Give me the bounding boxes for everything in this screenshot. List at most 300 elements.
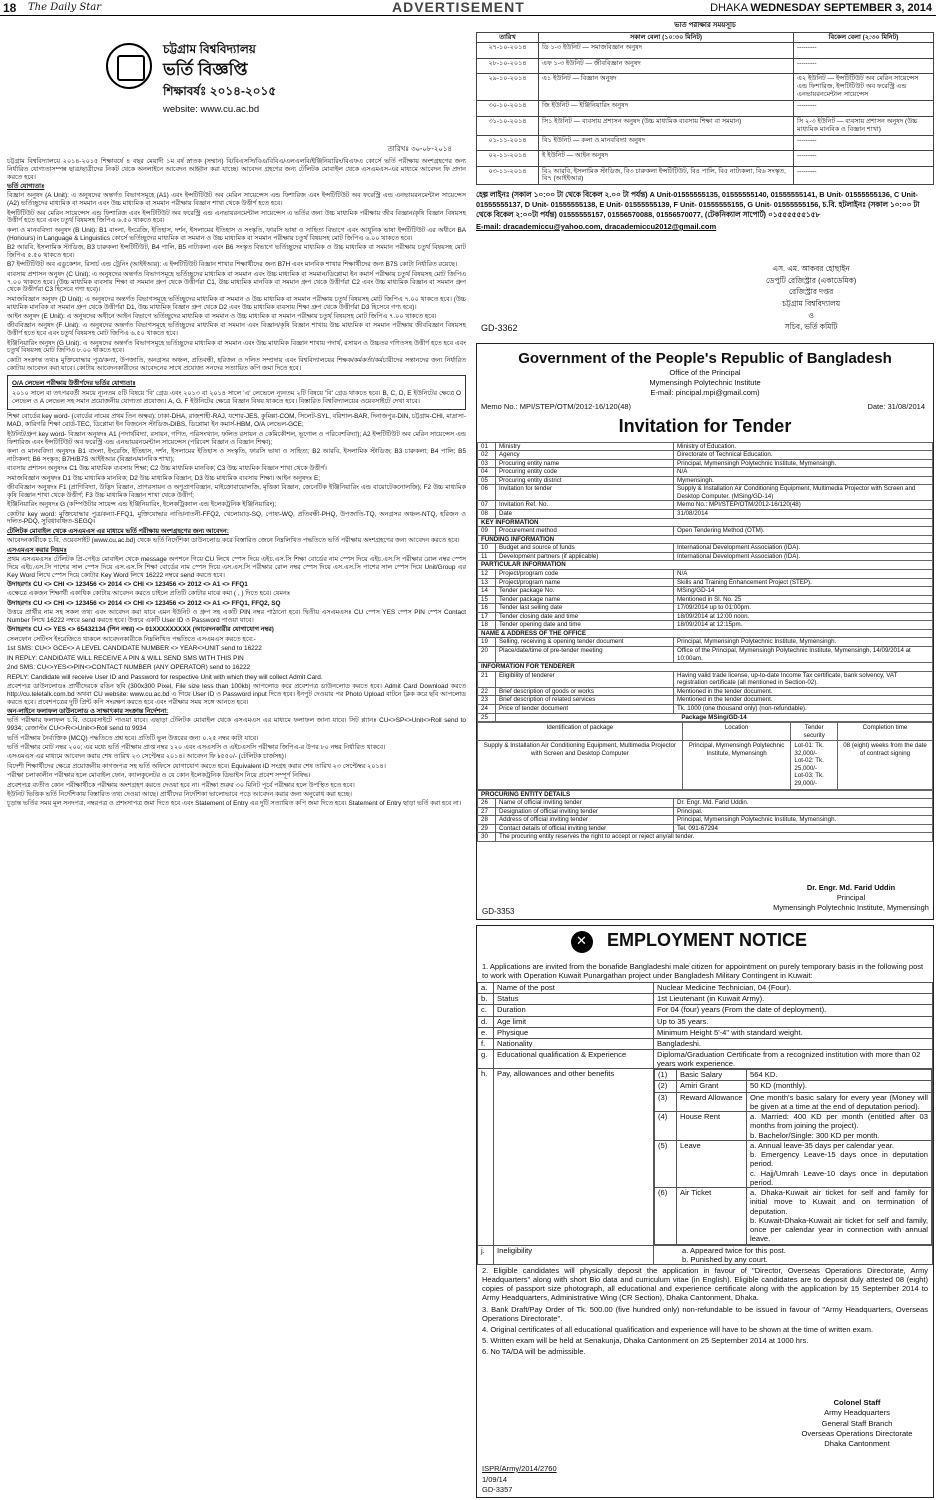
employment-row [478,1027,933,1038]
row-number: 12 [478,569,496,578]
schedule-row [477,166,934,185]
row-number: 02 [478,451,496,460]
eligibility-paragraph: আইন অনুষদ (E Unit): এ অনুষদের অধীনে আইন বিভাগে ভর্তিচ্ছুদের মাধ্যমিক বা সমমান ও উচ্চ মাধ্যমিক বা সমমান পরীক্ষায় চতুর্থ বিষয়সহ মোট জিপিএ ৭.০০ থাকতে হবে। [7,312,437,320]
row-value: Skills and Training Enhancement Project (STEP). [674,578,933,587]
row-label: Address of official inviting tender [496,816,674,825]
row-label: Ineligibility [494,1245,654,1265]
row-label: Price of tender document [496,704,674,713]
row-letter: d. [478,1016,494,1027]
tender-row [478,468,933,477]
eligibility-paragraph: কলা ও মানববিদ্যা অনুষদ (B Unit): B1 বাংলা, ইংরেজি, ইতিহাস, দর্শন, ইসলামের ইতিহাস ও সংস্কৃতি, ফারসি ভাষা ও সাহিত্য বিভাগে এবং আধুনিক ভাষা ইন্সটিটিউট এর অধীনে BA (Honours) in Language & Linguistics কোর্সে ভর্তিচ্ছুদের মাধ্যমিক বা সমমান ও উচ্চ মাধ্যমিক বা সমমান পরীক্ষায় চতুর্থ বিষয়সহ মোট জিপিএ ৬.০০ থাকতে হবে। [7,226,466,242]
row-number: 14 [478,587,496,596]
section-heading: PARTICULAR INFORMATION [478,561,933,570]
row-value: Open Tendering Method (OTM). [674,527,933,536]
row-label: Invitation Ref. No. [496,501,674,510]
note-item: চূড়ান্ত ভর্তির সময় মূল সনদপত্র, নম্বরপত্র ও প্রশংসাপত্র জমা দিতে হবে এবং Statement of Entry এর দুটি সত্যায়িত কপি জমা দিতে হবে। Statement of Entry ছাড়া ভর্তি করা হবে না। [7,800,462,808]
row-value: Mymensingh. [674,476,933,485]
row-label: Package MSing/GD-14 [496,713,933,722]
office-line: E-mail: pincipal.mpi@gmail.com) [650,387,760,397]
pay-number: (2) [655,1081,677,1092]
schedule-cell: সি ২-৩ ইউনিট — ব্যবসায় প্রশাসন অনুষদ (উচ্চ মাধ্যমিক মানবিক ও বিজ্ঞান শাখা) [794,116,934,135]
row-value: For 04 (four) years (From the date of deployment). [654,1005,933,1016]
row-value: 17/09/2014 up to 01:00pm. [674,604,933,613]
row-letter: g. [478,1049,494,1069]
employment-row [478,1038,933,1049]
pay-number: (6) [655,1188,677,1245]
tender-table [477,442,933,723]
sms-title: এসএমএস করার নিয়মঃ [7,546,67,554]
row-value: International Development Association (IDA). [674,552,933,561]
sms-2: 2nd SMS: CU<>YES<>PIN<>CONTACT NUMBER (ANY OPERATOR) send to 16222 [7,664,251,672]
row-value: Principal, Mymensingh Polytechnic Institute, Mymensingh. [674,816,933,825]
pay-number: (5) [655,1140,677,1187]
schedule-row [477,151,934,167]
pay-item [655,1092,932,1112]
schedule-row [477,74,934,101]
signature-block [766,263,856,333]
tender-row [478,595,933,604]
schedule-row [477,116,934,135]
schedule-caption: ভর্তি পরীক্ষার সময়সূচি [674,22,736,29]
memo-line [481,402,929,414]
row-value: Mentioned in Sl. No. 25 [674,595,933,604]
note-item: পরীক্ষা চলাকালীন পরীক্ষার হলে মোবাইল ফোন, ক্যালকুলেটর ও যে কোন ইলেকট্রনিক ডিভাইস নিয়ে প্রবেশ সম্পূর্ণ নিষিদ্ধ। [7,772,311,780]
schedule-cell: ০৩-১১-২০১৪ [477,166,539,185]
row-letter: h. [478,1069,494,1245]
pay-value: a. Dhaka-Kuwait air ticket for self and family for initial move to Kuwait and on termination of deputation. b. Kuwait-Dhaka-Kuwait air ticket for self and family, once per calendar year in connection with annual leave. [747,1188,932,1245]
schedule-header: বিকেল বেলা (২:৩০ মিনিট) [794,32,934,43]
row-label: Procurement method [496,527,674,536]
eligibility-paragraph: B7 ইন্সটিটিউট অব এডুকেশন, রিসার্চ এন্ড ট্রেনিং (আইইআর): এ ইন্সটিটিউট বিজ্ঞান শাখার শিক্ষার্থীদের জন্য B7H এবং মানবিক শাখার শিক্ষার্থীদের জন্য B7S কোটা নির্ধারিত রয়েছে। [7,261,458,269]
row-label: Designation of official inviting tender [496,807,674,816]
tender-row [478,527,933,536]
row-value: MSing/GD-14 [674,587,933,596]
result-title: অন-লাইনে ফলাফল ডাউনলোড ও সাক্ষাৎকার সংক্রান্ত নির্দেশনা: [7,707,169,715]
row-letter: j. [478,1245,494,1265]
tender-row [478,790,933,799]
row-number: 15 [478,595,496,604]
row-label: Contact details of official inviting tender [496,824,674,833]
university-name: চট্টগ্রাম বিশ্ববিদ্যালয় [163,42,256,56]
keyword-paragraph: কলা ও মানববিদ্যা অনুষদঃ B1 বাংলা, ইংরেজি, ইতিহাস, দর্শন, ইসলামের ইতিহাস ও সংস্কৃতি, ফারসি ভাষা ও সাহিত্য; B2 আরবি, ইসলামিক স্টাডিজ; B3 চারুকলা; B4 পালি; B5 নাট্যকলা; B6 সংস্কৃত; B7H/B7S আইইআর (বিজ্ঞান/মানবিক শাখা); [7,447,466,463]
row-label: Tender package No. [496,587,674,596]
keyword-paragraph: সমাজবিজ্ঞান অনুষদঃ D1 উচ্চ মাধ্যমিক মানবিক; D2 উচ্চ মাধ্যমিক বিজ্ঞান; D3 উচ্চ মাধ্যমিক ব্যবসায় শিক্ষা। আইন অনুষদঃ E; [7,474,321,482]
row-value: Having valid trade license, up-to-date Income Tax certificate, bank solvency, VAT registration certificate (all mentioned in Section-02). [674,671,933,687]
eligibility-paragraph: জীববিজ্ঞান অনুষদ (F Unit): এ অনুষদের অন্তর্গত বিভাগসমূহে ভর্তিচ্ছুদের মাধ্যমিক বা সমমান এবং বিজ্ঞান/কৃষি বিজ্ঞান শাখায় উচ্চ মাধ্যমিক বা সমমান পরীক্ষায় জীববিজ্ঞান বিষয়সহ উত্তীর্ণ হতে হবে এবং চতুর্থ বিষয়সহ মোট জিপিএ ৬.৫০ থাকতে হবে। [7,322,466,338]
tender-row [478,612,933,621]
tender-row [478,476,933,485]
office-line: Office of the Principal [669,368,741,378]
sms-text: প্রথম এসএমএসঃ টেলিটক প্রি-পেইড মোবাইল থেকে message অপশনে গিয়ে CU লিখে স্পেস দিয়ে এইচ.এস.সি শিক্ষা বোর্ডের নাম স্পেস দিয়ে এইচ.এস.সি পরীক্ষার রোল নম্বর স্পেস দিয়ে এইচ.এস.সি পাশের সাল স্পেস দিয়ে এস.এস.সি শিক্ষা বোর্ডের নাম স্পেস দিয়ে এস.এস.সি পরীক্ষার রোল নম্বর স্পেস দিয়ে এস.এস.সি পাশের সাল স্পেস দিয়ে Unit/Group এর Key Word লিখে স্পেস দিয়ে কোটার Key Word লিখে 16222 নম্বরে send করতে হবে। [7,556,466,579]
ad-code: GD-3353 [482,907,515,916]
row-value: Mentioned in the tender document. [674,687,933,696]
row-value: Tel. 091-67294 [674,824,933,833]
row-label: Budget and source of funds [496,544,674,553]
note-item: বিদেশী শিক্ষার্থীদের ক্ষেত্রে প্রয়োজনীয় কাগজপত্র সহ ভর্তি অফিসে যোগাযোগ করতে হবে। Equivalent ID সংগ্রহ করার শেষ তারিখ ২৩ সেপ্টেম্বর ২০১৪। [7,762,386,770]
issue-date: DHAKA WEDNESDAY SEPTEMBER 3, 2014 [710,2,932,14]
row-number: 05 [478,476,496,485]
row-value: Directorate of Technical Education. [674,451,933,460]
tender-row [478,816,933,825]
schedule-cell: ২৯-১০-২০১৪ [477,74,539,101]
keyword-paragraph: ব্যবসায় প্রশাসন অনুষদঃ C1 উচ্চ মাধ্যমিক ব্যবসায় শিক্ষা; C2 উচ্চ মাধ্যমিক মানবিক; C3 উচ্চ মাধ্যমিক বিজ্ঞান শাখা থেকে উত্তীর্ণ। [7,465,327,473]
row-label: Brief description of related services [496,696,674,705]
package-header: Location [682,723,791,741]
row-label: Eligibility of tenderer [496,671,674,687]
row-value: Principal. [674,807,933,816]
row-number: 30 [478,833,496,842]
package-cell: Lot-01: Tk. 32,000/- Lot-02: Tk. 25,000/- Lot-03: Tk. 29,000/- [791,741,838,789]
memo-no: Memo No.: MPI/STEP/OTM/2012-16/120(48) [481,401,632,411]
tender-row [478,544,933,553]
schedule-row [477,58,934,74]
row-value: 31/08/2014 [674,510,933,519]
row-value: Nuclear Medicine Technician, 04 (Four). [654,983,933,994]
row-label: Agency [496,451,674,460]
apply-text: আবেদনকারীকে চ.বি. ওয়েবসাইট (www.cu.ac.bd) থেকে ভর্তি নির্দেশিকা ডাউনলোড করে বিস্তারিত জেনে নিম্নলিখিত পদ্ধতিতে ভর্তি পরীক্ষায় অংশগ্রহণের জন্য আবেদন করতে হবে। [7,537,460,545]
tender-notice [476,343,934,920]
row-number: 28 [478,816,496,825]
row-number: 09 [478,527,496,536]
row-value: Diploma/Graduation Certificate from a recognized institution with more than 02 years work experience. [654,1049,933,1069]
schedule-row [477,135,934,151]
schedule-cell: বি১ ইউনিট — কলা ও মানববিদ্যা অনুষদ [539,135,794,151]
row-number: 19 [478,638,496,647]
pay-value: One month's basic salary for every year (Money will be given at a time at the end of deputation period). [747,1092,932,1112]
signature-line: এস. এম. আকবর হোছাইন [772,264,850,273]
row-label: Invitation for tender [496,485,674,501]
signature-line: ও [808,310,814,320]
keyword-paragraph: কোটার key word: মুক্তিযোদ্ধার পুত্র/কন্যা-FFQ1, মুক্তিযোদ্ধার নাতি/নাতনী-FFQ2, খেলোয়াড়-SQ, পোষ্য-WQ, প্রতিবন্ধী-PHQ, উপজাতি-TQ, অনগ্রসর অঞ্চল-NTQ, হরিজন ও দলিত-PDQ, সুবিধাবঞ্চিত-SEGQ। [7,510,466,526]
keyword-paragraph: ইউনিট/গ্রুপ key word- বিজ্ঞান অনুষদঃ A1 (পদার্থবিদ্যা, রসায়ন, গণিত, পরিসংখ্যান, ফলিত রসায়ন ও কেমিকৌশল, ভূগোল ও পরিবেশবিদ্যা); A2 ইন্সটিটিউট অব মেরিন সায়েন্সেস এন্ড ফিশারিজ এবং ইন্সটিটিউট অব ফরেস্ট্রি এন্ড এনভায়রনমেন্টাল সায়েন্সেস (পরিবেশ বিজ্ঞান ও বিজ্ঞান শিক্ষা); [7,430,466,446]
signature-line: General Staff Branch [821,1418,893,1428]
pay-label: Basic Salary [677,1070,747,1081]
tender-row [478,569,933,578]
row-label: Nationality [494,1038,654,1049]
keyword-paragraph: শিক্ষা বোর্ডের key word- (বোর্ডের নামের প্রথম তিন অক্ষর): ঢাকা-DHA, রাজশাহী-RAJ, যশোর-JES, কুমিল্লা-COM, সিলেট-SYL, বরিশাল-BAR, দিনাজপুর-DIN, চট্টগ্রাম-CHI, মাদ্রাসা-MAD, কারিগরি শিক্ষা বোর্ড-TEC, ডিপ্লোমা ইন বিজনেস স্টাডিজ-DIBS, ডিপ্লোমা ইন কমার্স-HBM, O/A লেভেল-GCE; [7,413,466,429]
tender-title: Invitation for Tender [618,415,792,436]
apply-title: টেলিটক মোবাইল থেকে এসএমএস এর মাধ্যমে ভর্তি পরীক্ষায় অংশগ্রহণের জন্য আবেদন: [7,527,229,535]
row-label: Place/date/time of pre-tender meeting [496,647,674,663]
package-header: Tender security [791,723,838,741]
schedule-cell: এ১ ইউনিট — বিজ্ঞান অনুষদ [539,74,794,101]
row-number: 13 [478,578,496,587]
employment-row [478,994,933,1005]
tender-row [478,638,933,647]
row-label: Date [496,510,674,519]
employment-note: 4. Original certificates of all educational qualification and experience will have to be shown at the time of written exam. [482,1324,874,1334]
tender-row [478,459,933,468]
row-letter: b. [478,994,494,1005]
pay-label: Amiri Grant [677,1081,747,1092]
signature-line: Overseas Operations Directorate [801,1428,913,1438]
row-label: Physique [494,1027,654,1038]
pay-item [655,1081,932,1092]
row-label: Procuring entity name [496,459,674,468]
signature-line: Army Headquarters [824,1408,890,1418]
row-number: 11 [478,552,496,561]
schedule-row [477,101,934,117]
tender-row [478,501,933,510]
employment-table [477,982,933,1265]
pay-number: (4) [655,1112,677,1141]
pay-value: 564 KD. [747,1070,932,1081]
tender-row [478,824,933,833]
row-number: 16 [478,604,496,613]
row-label: Project/program code [496,569,674,578]
pay-cell [654,1069,933,1245]
keyword-paragraph: জীববিজ্ঞান অনুষদঃ F1 (প্রাণিবিদ্যা, উদ্ভিদ বিজ্ঞান, প্রাণরসায়ন ও অণুপ্রাণবিজ্ঞান, মাইক্রোবায়োলজি, মৃত্তিকা বিজ্ঞান, জেনেটিক ইঞ্জিনিয়ারিং এন্ড বায়োটেকনোলজি); F2 উচ্চ মাধ্যমিক কৃষি বিজ্ঞান শাখা থেকে উত্তীর্ণ; F3 উচ্চ মাধ্যমিক বিজ্ঞান শাখা থেকে উত্তীর্ণ; [7,483,466,499]
employment-note: 6. No TA/DA will be admissible. [482,1347,586,1357]
row-letter: c. [478,1005,494,1016]
package-cell: Supply & Installation Air Conditioning Equipment, Multimedia Projector with Screen and Desktop Computer [478,741,683,789]
schedule-cell: ২৮-১০-২০১৪ [477,58,539,74]
employment-note: 2. Eligible candidates will physically deposit the application in favour of "Director, Overseas Operations Directorate, Army Headquarters" along with short Bio data and curriculum vitae (in English). Eligible candidates are to deposit duly attested 08 (eight) copies of passport size photograph, all educational and experience certificate along with the application by 15 September 2014 to Army Headquarters, Administrative Wing (CR Section), Dhaka Cantonment, Dhaka. [482,1266,928,1303]
schedule-cell: --------- [794,101,934,117]
row-label: Age limit [494,1016,654,1027]
row-number: 17 [478,612,496,621]
office-address [477,368,933,397]
row-value: Principal, Mymensingh Polytechnic Institute, Mymensingh. [674,459,933,468]
row-value: Minimum Height 5'-4" with standard weight. [654,1027,933,1038]
pay-number: (3) [655,1092,677,1112]
row-label: Development partners (if applicable) [496,552,674,561]
page-header [0,0,936,16]
tender-row [478,713,933,722]
help-line: হেল্প লাইনঃ (সকাল ১০:০০ টা থেকে বিকেল ২.০০ টা পর্যন্ত) A Unit-01555555135, 01555555140, 01555555141, B Unit- 01555555136, C Unit- 01555555137, D Unit- 01555555138, E Unit- 01555555139, F Unit- 01555555155, G Unit- 01555555156, চ.বি. হটলাইনঃ (সকাল ১০:০০ টা থেকে বিকেল ২:০০টা পর্যন্ত) 01555555157, 01556570088, 01556570077, (টেকনিক্যাল সাপোর্ট) ০১৫৫৫৫৫৫১৫৮ [476,190,920,220]
section-heading: INFORMATION FOR TENDERER [478,663,933,672]
row-value: Bangladeshi. [654,1038,933,1049]
row-value: Ministry of Education. [674,442,933,451]
row-label: Tender opening date and time [496,621,674,630]
row-number: 18 [478,621,496,630]
tender-row [478,535,933,544]
ol-text: ২০১০ সালে বা তৎপরবর্তী সময়ে ন্যূনতম ৫টি বিষয়ে 'বি' গ্রেড এবং ২০১৩ বা ২০১৪ সালে 'এ' লেভেলে ন্যূনতম ২টি বিষয়ে 'বি' গ্রেড থাকতে হবে। B, C, D, E ইউনিটের ক্ষেত্রে O লেভেল ও A লেভেল সহ সমান প্রয়োজনীয় যোগ্যতা প্রযোজ্য। A, G, F ইউনিটের ক্ষেত্রে বিজ্ঞান বিষয় থাকতে হবে। বিস্তারিত বিশ্ববিদ্যালয়ের ওয়েবসাইটে দেখা যাবে। [12,390,461,406]
section-heading: KEY INFORMATION [478,518,933,527]
schedule-cell: ০১-১১-২০১৪ [477,135,539,151]
session-year: শিক্ষাবর্ষঃ ২০১৪-২০১৫ [163,84,277,98]
row-label: Ministry [496,442,674,451]
schedule-cell: --------- [794,166,934,185]
schedule-cell: এফ ১-৩ ইউনিট — জীববিজ্ঞান অনুষদ [539,58,794,74]
office-line: Mymensingh Polytechnic Institute [649,378,761,388]
row-value: Tk. 1000 (one thousand only) (non-refundable). [674,704,933,713]
ad-date: তারিখঃ ৩০-০৮-২০১৪ [387,146,452,153]
employment-row [478,1005,933,1016]
ol-title: O/A লেভেল পরীক্ষায় উত্তীর্ণদের ভর্তির যোগ্যতাঃ [12,380,136,388]
tender-signature [770,883,932,913]
signature-line: সচিব, ভর্তি কমিটি [784,322,838,332]
section-label: ADVERTISEMENT [392,0,525,15]
row-value: Mentioned in the tender document. [674,696,933,705]
university-logo-icon [106,43,152,89]
pay-table [654,1069,932,1244]
example-2: উদাহরণঃ CU <> CHI <> 123456 <> 2014 <> CHI <> 123456 <> 2012 <> A1 <> FFQ1, FFQ2, SQ [7,599,281,607]
tender-row [478,604,933,613]
row-label: Pay, allowances and other benefits [494,1069,654,1245]
sms-1: 1st SMS: CU<> GCE<> A LEVEL CANDIDATE NUMBER <> YEAR<>UNIT send to 16222 [7,645,262,653]
masthead: The Daily Star [28,2,102,13]
row-label: The procuring entity reserves the right to accept or reject any/all tender. [496,833,933,842]
employment-notice [476,925,934,1498]
row-value: a. Appeared twice for this post. b. Punished by any court. [654,1245,933,1265]
employment-note: 3. Bank Draft/Pay Order of Tk. 500.00 (five hundred only) non-refundable to be issued in favour of "Army Headquarters, Overseas Operations Directorate". [482,1304,928,1323]
employment-intro: 1. Applications are invited from the bonafide Bangladeshi male citizen for appointment on purely temporary basis in the following post to work with Operation Kuwait Punargathan project under Bangladesh Military Contingent in Kuwait: [482,962,924,981]
row-value: 1st Lieutenant (in Kuwait Army). [654,994,933,1005]
exam-schedule [476,22,934,340]
tender-row [478,704,933,713]
signature-line: Principal [836,892,866,902]
admit-card-text: প্রবেশপত্র ডাউনলোডঃ প্রার্থীদেরকে রঙিন ছবি (300x300 Pixel, File size less than 100kb) আপলোড করে প্রবেশপত্র ডাউনলোড করতে হবে। Admit Card Download করতে http://cu.teletalk.com.bd অথবা CU website: www.cu.ac.bd এ গিয়ে User ID ও Password input দিতে হবে। ইনপুট দেওয়ার পর Photo Upload বাটনে ক্লিক করে ছবি আপলোড করতে হবে। প্রবেশপত্রের দুটি প্রিন্ট কপি সংরক্ষণ করতে হবে এবং পরীক্ষার সময় সঙ্গে আনতে হবে। [7,682,466,706]
row-label: Procuring entity district [496,476,674,485]
eligibility-paragraph: B2 আরবি, ইসলামিক স্টাডিজ, B3 চারুকলা ইন্সটিটিউট, B4 পালি, B5 নাট্যকলা এবং B6 সংস্কৃত বিভাগে ভর্তিচ্ছুদের মাধ্যমিক ও উচ্চ মাধ্যমিক বা সমমান পরীক্ষায় চতুর্থ বিষয়সহ মোট জিপিএ ৫.৫০ থাকতে হবে। [7,244,466,259]
row-label: Procuring entity code [496,468,674,477]
tender-row [478,510,933,519]
row-number: 01 [478,442,496,451]
row-number: 26 [478,799,496,808]
pay-label: Air Ticket [677,1188,747,1245]
tender-row [478,833,933,842]
row-number: 23 [478,696,496,705]
schedule-cell: বি২ আরবি, ইসলামিক স্টাডিজ, বি৩ চারুকলা ইন্সটিটিউট, বি৪ পালি, বি৫ নাট্যকলা, বি৬ সংস্কৃত, বি৭ (আইইআর) [539,166,794,185]
pay-label: House Rent [677,1112,747,1141]
tender-row [478,807,933,816]
example-1: উদাহরণঃ CU <> CHI <> 123456 <> 2014 <> CHI <> 123456 <> 2012 <> A1 <> FFQ1 [7,581,248,589]
note-item: এসএমএস এর মাধ্যমে আবেদন করার শেষ তারিখ ২৩ সেপ্টেম্বর ২০১৪। আবেদন ফি ৳৫৫০/- (টেলিটক চার্জসহ)। [7,753,287,761]
schedule-cell: ৩০-১০-২০১৪ [477,101,539,117]
row-label: Tender package name [496,595,674,604]
tender-row [478,663,933,672]
pay-row [478,1069,933,1245]
keyword-paragraph: ইঞ্জিনিয়ারিং অনুষদঃ G (কম্পিউটার সায়েন্স এন্ড ইঞ্জিনিয়ারিং, ইলেকট্রিক্যাল এন্ড ইলেকট্রনিক ইঞ্জিনিয়ারিং); [7,501,277,509]
schedule-cell: ৩১-১০-২০১৪ [477,116,539,135]
package-table [477,722,933,790]
signature-line: Mymensingh Polytechnic Institute, Mymensingh [773,902,929,912]
row-value: N/A [674,569,933,578]
employment-row [478,1016,933,1027]
schedule-header: সকাল বেলা (১০:৩০ মিনিট) [539,32,794,43]
ispr-block: ISPR/Army/2014/2760 1/09/14 GD-3357 [482,1464,557,1494]
eligibility-paragraph: ইঞ্জিনিয়ারিং অনুষদ (G Unit): এ অনুষদের অন্তর্গত বিভাগসমূহে ভর্তিচ্ছুদের মাধ্যমিক বা সমমান এবং উচ্চ মাধ্যমিক বিজ্ঞান শাখায় পদার্থ, রসায়ন ও উচ্চতর গণিতসহ উত্তীর্ণ হতে হবে এবং চতুর্থ বিষয়সহ মোট জিপিএ ৮.০০ থাকতে হবে। [7,339,466,355]
tender-row [478,621,933,630]
package-cell: 08 (eight) weeks from the date of contract signing [838,741,933,789]
schedule-cell: এ২ ইউনিট — ইন্সটিটিউট অব মেরিন সায়েন্সেস এন্ড ফিশারিজ, ইন্সটিটিউট অব ফরেস্ট্রি এন্ড এনভায়রনমেন্টাল সায়েন্সেস [794,74,934,101]
pay-label: Reward Allowance [677,1092,747,1112]
signature-line: চট্টগ্রাম বিশ্ববিদ্যালয় [782,298,841,308]
schedule-cell: --------- [794,135,934,151]
row-label: Project/program name [496,578,674,587]
section-heading: NAME & ADDRESS OF THE OFFICE [478,629,933,638]
row-label: Duration [494,1005,654,1016]
pay-item [655,1140,932,1187]
note-item: ভর্তি পরীক্ষায় নৈর্ব্যক্তিক (MCQ) পদ্ধতিতে প্রশ্ন হবে। প্রতিটি ভুল উত্তরের জন্য ০.২৫ নম্বর কাটা যাবে। [7,734,259,742]
row-letter: a. [478,983,494,994]
row-number: 29 [478,824,496,833]
tender-row [478,485,933,501]
ad-title: ভর্তি বিজ্ঞপ্তি [163,60,248,79]
note-item: ইউনিট ভিত্তিক ভর্তি নির্দেশিকায় বিস্তারিত তথ্য দেওয়া আছে। প্রার্থীদের নির্দেশিকা ভালোভাবে পড়ে আবেদন করার জন্য অনুরোধ করা হচ্ছে। [7,791,352,798]
row-value: Memo No.: MPI/STEP/OTM/2012-16/120(48) [674,501,933,510]
eligibility-paragraph: কোটা সংক্রান্ত তথ্যঃ মুক্তিযোদ্ধার পুত্র/কন্যা, উপজাতি, অনগ্রসর অঞ্চল, প্রতিবন্ধী, হরিজন ও দলিত সম্প্রদায় এবং বিশ্ববিদ্যালয়ের শিক্ষক/কর্মকর্তা/কর্মচারীদের সন্তানদের জন্য নির্ধারিত কোটায় আবেদন করা যাবে। কোটায় আবেদনকারীদের আবেদনের সাথে প্রযোজ্য সনদের সত্যায়িত কপি জমা দিতে হবে। [7,356,466,372]
schedule-row [477,43,934,59]
employment-note: 5. Written exam will be held at Senakunja, Dhaka Cantonment on 25 September 2014 at 1000 hrs. [482,1336,809,1346]
army-emblem-icon [571,931,593,953]
row-label: Educational qualification & Experience [494,1049,654,1069]
ol-box [7,375,466,410]
tender-row [478,442,933,451]
tender-row [478,799,933,808]
pay-item [655,1188,932,1245]
note-item: প্রবেশপত্র ব্যতীত কোন পরীক্ষার্থীকে পরীক্ষায় অংশগ্রহণ করতে দেওয়া হবে না। পরীক্ষা শুরুর ৩০ মিনিট পূর্বে পরীক্ষার হলে উপস্থিত হতে হবে। [7,781,355,789]
row-label: Tender closing date and time [496,612,674,621]
sms-1-reply: IN REPLY: CANDIDATE WILL RECEIVE A PIN & WILL SEND SMS WITH THIS PIN [7,654,244,662]
row-number: 24 [478,704,496,713]
row-number: 08 [478,510,496,519]
tender-row [478,687,933,696]
row-value: 18/09/2014 at 12:00 noon. [674,612,933,621]
row-label: Tender last selling date [496,604,674,613]
schedule-cell: ০২-১১-২০১৪ [477,151,539,167]
ineligibility-row [478,1245,933,1265]
website: website: www.cu.ac.bd [163,104,260,115]
signature-line: Colonel Staff [833,1398,881,1407]
pay-label: Leave [677,1140,747,1187]
tender-row [478,587,933,596]
pay-value: a. Married: 400 KD per month (entitled after 03 months from joining the project). b. Bachelor/Single: 300 KD per month. [747,1112,932,1141]
tender-row [478,578,933,587]
tender-row [478,696,933,705]
page-number: 18 [3,1,17,15]
eligibility-paragraph: ইন্সটিটিউট অব মেরিন সায়েন্সেস এন্ড ফিশারিজ এবং ইন্সটিটিউট অব ফরেস্ট্রি এন্ড এনভায়রনমেন্টাল সায়েন্সেস এ ভর্তির জন্য উচ্চ মাধ্যমিক পরীক্ষায় জীব বিজ্ঞান/কৃষি বিজ্ঞান বিষয়সহ উত্তীর্ণ হতে হবে এবং চতুর্থ বিষয়সহ জিপিএ ৬.৫০ থাকতে হবে। [7,209,466,225]
pay-number: (1) [655,1070,677,1081]
schedule-header: তারিখ [477,32,539,43]
employment-row [478,1049,933,1069]
signature-line: রেজিস্ট্রার দপ্তর [788,287,834,297]
row-number: 07 [478,501,496,510]
signature-line: ডেপুটি রেজিস্ট্রার (একাডেমিক) [766,275,857,285]
schedule-cell: ডি ১-৩ ইউনিট — সমাজবিজ্ঞান অনুষদ [539,43,794,59]
eligibility-paragraph: ব্যবসায় প্রশাসন অনুষদ (C Unit): এ অনুষদের অন্তর্গত বিভাগসমূহে ভর্তিচ্ছুদের মাধ্যমিক বা সমমান এবং উচ্চ মাধ্যমিক বা সমমান/ডিপ্লোমা ইন কমার্স পরীক্ষায় চতুর্থ বিষয়সহ মোট জিপিএ ৭.০০ থাকতে হবে। (উচ্চ মাধ্যমিক ব্যবসায় শিক্ষা বা সমমান গ্রুপ থেকে উত্তীর্ণরা C1, উচ্চ মাধ্যমিক মানবিক বা সমমান গ্রুপ থেকে উত্তীর্ণরা C2 এবং উচ্চ মাধ্যমিক বিজ্ঞান বা সমমান গ্রুপ থেকে উত্তীর্ণরা C3 হিসেবে গণ্য হবে)। [7,270,467,294]
row-number: 03 [478,459,496,468]
eligibility-paragraph: সমাজবিজ্ঞান অনুষদ (D Unit): এ অনুষদের অন্তর্গত বিভাগসমূহে ভর্তিচ্ছুদের মাধ্যমিক বা সমমান ও উচ্চ মাধ্যমিক বা সমমান পরীক্ষায় চতুর্থ বিষয়সহ মোট জিপিএ ৭.০০ থাকতে হবে। (উচ্চ মাধ্যমিক মানবিক বা সমমান গ্রুপ থেকে উত্তীর্ণরা D1, উচ্চ মাধ্যমিক বিজ্ঞান গ্রুপ থেকে D2 এবং উচ্চ মাধ্যমিক ব্যবসায় শিক্ষা গ্রুপ থেকে উত্তীর্ণরা D3 হিসেবে গণ্য হবে)। [7,295,466,311]
row-label: Name of the post [494,983,654,994]
schedule-cell: ২৭-১০-২০১৪ [477,43,539,59]
tender-row [478,671,933,687]
cu-admission-ad [3,20,470,1498]
pay-value: a. Annual leave-35 days per calendar year. b. Emergency Leave-15 days once in deputation period. c. Hajj/Umrah Leave-10 days once in deputation period. [747,1140,932,1187]
row-label: Status [494,994,654,1005]
row-number: 22 [478,687,496,696]
row-value: International Development Association (IDA). [674,544,933,553]
ad-body [7,158,466,810]
row-number: 25 [478,713,496,722]
schedule-cell: জি ইউনিট — ইঞ্জিনিয়ারিং অনুষদ [539,101,794,117]
pay-item [655,1112,932,1141]
pay-value: 50 KD (monthly). [747,1081,932,1092]
row-label: Selling, receiving & opening tender document [496,638,674,647]
row-number: 04 [478,468,496,477]
eligibility-paragraph: বিজ্ঞান অনুষদ (A Unit): এ অনুষদের অন্তর্গত বিভাগসমূহে (A1) এবং ইন্সটিটিউট অব মেরিন সায়েন্সেস এন্ড ফিশারিজ এবং ইন্সটিটিউট অব ফরেস্ট্রি এন্ড এনভায়রনমেন্টাল সায়েন্সেস (A2) ভর্তিচ্ছুদের মাধ্যমিক বা সমমান এবং উচ্চ মাধ্যমিক বা সমমান পরীক্ষায় বিজ্ঞান শাখা থেকে উত্তীর্ণ হতে হবে। [7,192,466,208]
result-text: ভর্তি পরীক্ষার ফলাফল চ.বি. ওয়েবসাইটে পাওয়া যাবে। এছাড়া টেলিটক মোবাইল থেকে এসএমএস এর মাধ্যমে ফলাফল জানা যাবে। সিট প্ল্যানঃ CU<>SP<>Unit<>Roll send to 9934; রেজাল্টঃ CU<>R<>Unit<>Roll send to 9934 [7,717,466,733]
package-header: Identification of package [478,723,683,741]
schedule-cell: সি১ ইউনিট — ব্যবসায় প্রশাসন অনুষদ (উচ্চ মাধ্যমিক ব্যবসায় শিক্ষা বা সমমান) [539,116,794,135]
tender-row [478,552,933,561]
schedule-cell: --------- [794,58,934,74]
tender-row [478,518,933,527]
english-note: সেলফোন সেটিংস ইংরেজিতে থাকলে আবেদনকারীকে নিম্নলিখিত পদ্ধতিতে এসএমএস করতে হবে:- [7,635,256,643]
schedule-cell: --------- [794,43,934,59]
note-item: ভর্তি পরীক্ষার মোট নম্বর ২০০; এর মধ্যে ভর্তি পরীক্ষায় প্রাপ্ত নম্বর ১২০ এবং এসএসসি ও এইচএসসি পরীক্ষার জিপিএ-র উপর ৮০ নম্বর নির্ধারিত থাকবে। [7,743,386,751]
